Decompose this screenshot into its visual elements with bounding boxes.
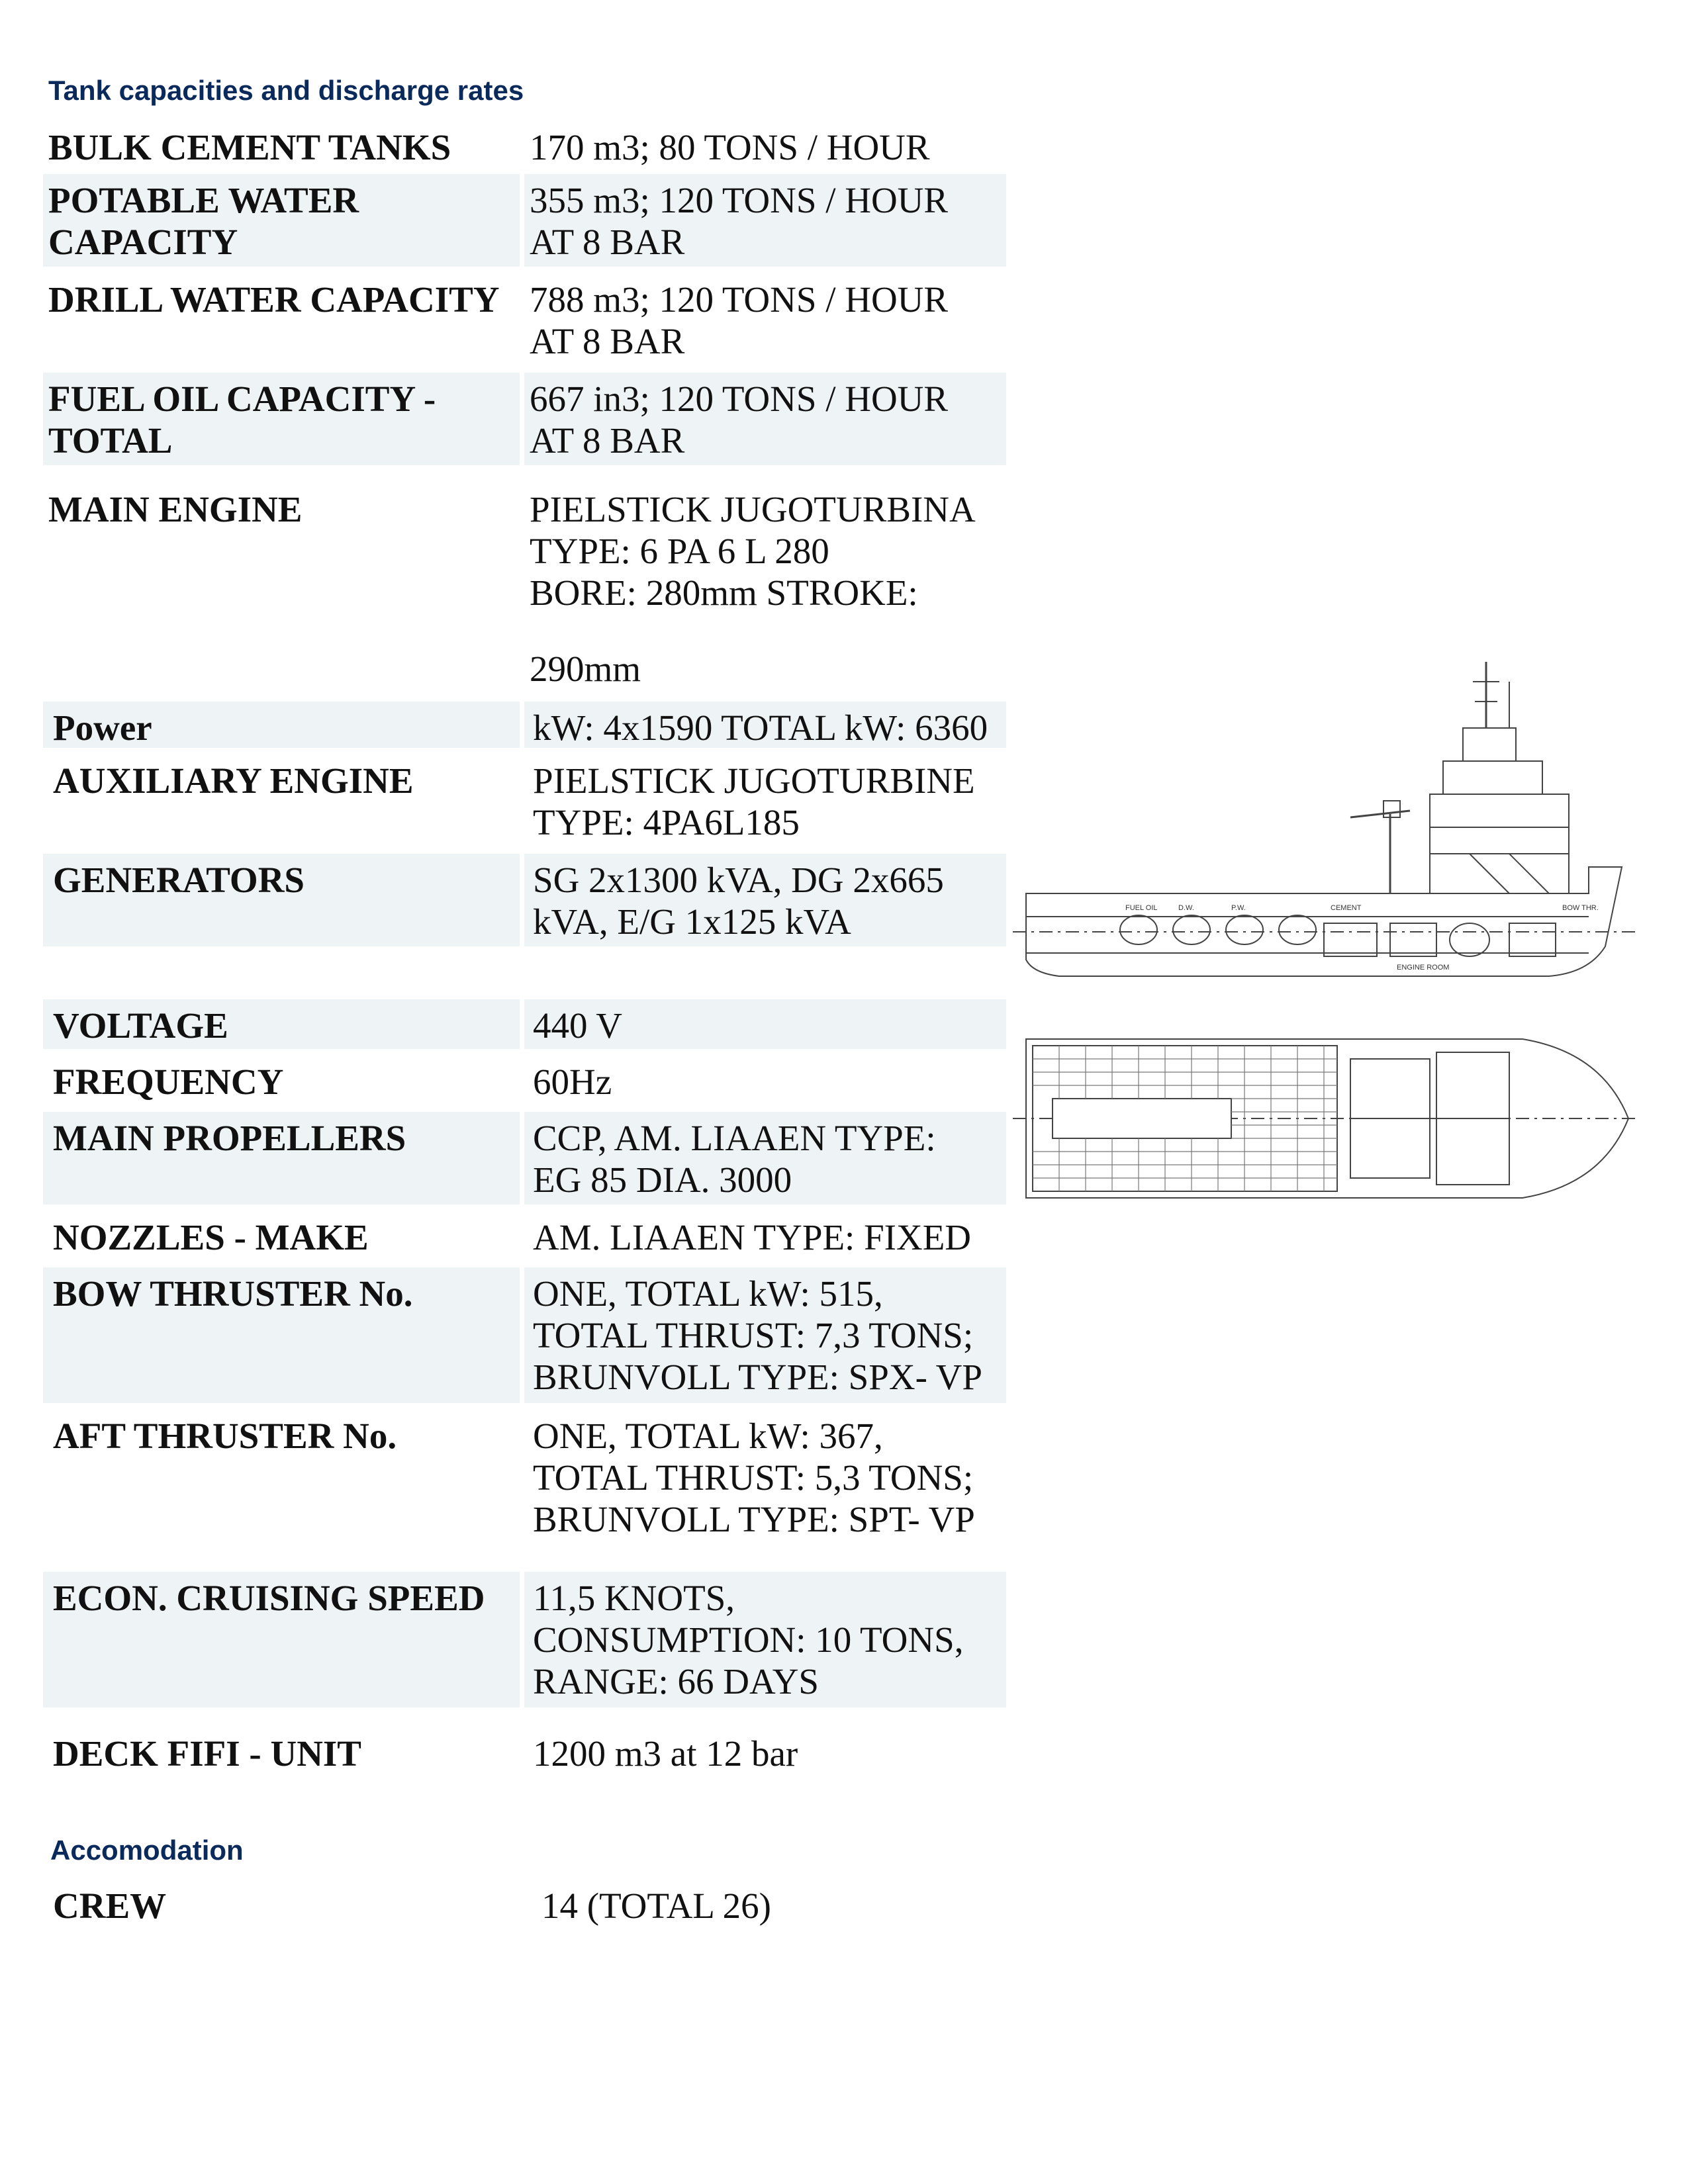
spec-value-line: TYPE: 6 PA 6 L 280	[530, 531, 829, 571]
spec-label-cell	[43, 1880, 520, 1933]
spec-value-line: CONSUMPTION: 10 TONS,	[533, 1619, 964, 1660]
spec-label-line: DECK FIFI - UNIT	[53, 1733, 361, 1774]
spec-label-line: NOZZLES - MAKE	[53, 1217, 369, 1257]
spec-value-cell	[524, 1267, 1006, 1403]
spec-value	[533, 1415, 1006, 1540]
spec-value-line: BRUNVOLL TYPE: SPT- VP	[533, 1499, 975, 1539]
spec-label-cell	[43, 1211, 520, 1261]
spec-label-cell	[43, 174, 520, 267]
spec-value	[533, 1216, 1006, 1258]
spec-label-cell	[43, 854, 520, 946]
spec-label-line: AFT THRUSTER No.	[53, 1416, 397, 1456]
spec-label-line: FREQUENCY	[53, 1062, 284, 1102]
spec-value-line: AM. LIAAEN TYPE: FIXED	[533, 1217, 972, 1257]
spec-value-line: ONE, TOTAL kW: 367,	[533, 1416, 883, 1456]
spec-label-line: FUEL OIL CAPACITY -	[48, 379, 436, 419]
spec-label	[53, 1117, 520, 1159]
spec-value-line: AT 8 BAR	[530, 321, 685, 361]
spec-label-cell	[43, 273, 520, 366]
spec-value-cell	[524, 999, 1006, 1049]
spec-label	[48, 126, 520, 168]
spec-value	[533, 1061, 1006, 1103]
spec-label-line: DRILL WATER CAPACITY	[48, 279, 500, 320]
profile-bridge	[1430, 794, 1569, 893]
spec-value-line: 788 m3; 120 TONS / HOUR	[530, 279, 949, 320]
spec-value-line: PIELSTICK JUGOTURBINA	[530, 489, 976, 529]
profile-label: P.W.	[1231, 904, 1246, 912]
spec-label	[53, 1061, 520, 1103]
spec-value-cell	[524, 1880, 1006, 1933]
profile-label: ENGINE ROOM	[1397, 964, 1450, 972]
spec-label-cell	[43, 999, 520, 1049]
spec-label-line: Power	[53, 707, 152, 748]
spec-value	[530, 378, 1006, 461]
spec-label	[48, 488, 520, 530]
spec-value	[530, 126, 1006, 168]
spec-label	[53, 1885, 520, 1927]
spec-row	[43, 1410, 1006, 1555]
spec-value-line: 290mm	[530, 649, 641, 689]
spec-label-line: MAIN PROPELLERS	[53, 1118, 406, 1158]
spec-row	[43, 1572, 1006, 1707]
spec-label-line: MAIN ENGINE	[48, 489, 303, 529]
spec-value-cell	[524, 373, 1006, 465]
spec-value-cell	[524, 854, 1006, 946]
spec-label-cell	[43, 1410, 520, 1555]
spec-value-cell	[524, 1211, 1006, 1261]
spec-value-line: AT 8 BAR	[530, 222, 685, 262]
spec-label-line: TOTAL	[48, 420, 173, 461]
spec-value	[533, 1577, 1006, 1702]
spec-label-cell	[43, 1056, 520, 1105]
spec-value	[533, 760, 1006, 843]
spec-label-cell	[43, 702, 520, 748]
spec-value-line: PIELSTICK JUGOTURBINE	[533, 760, 975, 801]
spec-value	[533, 1733, 1006, 1774]
spec-row	[43, 754, 1006, 847]
spec-value-cell	[524, 754, 1006, 847]
spec-label-cell	[43, 121, 520, 167]
spec-value-cell	[524, 483, 1006, 695]
spec-value-line: 440 V	[533, 1005, 622, 1046]
spec-row	[43, 1880, 1006, 1933]
spec-label-cell	[43, 1112, 520, 1205]
spec-value	[533, 859, 1006, 942]
spec-value-line: 60Hz	[533, 1062, 612, 1102]
spec-value-line: 667 in3; 120 TONS / HOUR	[530, 379, 949, 419]
spec-value	[530, 279, 1006, 362]
spec-label	[53, 1005, 520, 1046]
spec-label-line: POTABLE WATER	[48, 180, 359, 220]
spec-label	[53, 760, 520, 801]
spec-value-line: kW: 4x1590 TOTAL kW: 6360	[533, 707, 988, 748]
tank-section-title: Tank capacities and discharge rates	[48, 75, 524, 106]
spec-row	[43, 1211, 1006, 1261]
spec-label-cell	[43, 483, 520, 695]
spec-label-line: BULK CEMENT TANKS	[48, 127, 451, 167]
spec-value-line: BORE: 280mm STROKE:	[530, 572, 918, 613]
spec-value-line: 1200 m3 at 12 bar	[533, 1733, 798, 1774]
spec-value-cell	[524, 1727, 1006, 1787]
spec-value-line: 14 (TOTAL 26)	[541, 1886, 771, 1926]
spec-value	[533, 707, 1006, 749]
spec-label	[53, 1577, 520, 1619]
spec-label-cell	[43, 1572, 520, 1707]
spec-label-line: BOW THRUSTER No.	[53, 1273, 413, 1314]
spec-row	[43, 1056, 1006, 1105]
spec-value-cell	[524, 1112, 1006, 1205]
accommodation-section-title: Accomodation	[50, 1835, 244, 1866]
spec-value-line: EG 85 DIA. 3000	[533, 1160, 792, 1200]
spec-value-line: SG 2x1300 kVA, DG 2x665	[533, 860, 944, 900]
spec-value-line: BRUNVOLL TYPE: SPX- VP	[533, 1357, 982, 1397]
profile-label: BOW THR.	[1562, 904, 1599, 912]
spec-value-cell	[524, 1410, 1006, 1555]
spec-label	[48, 179, 520, 263]
spec-value	[530, 179, 1006, 263]
spec-value	[533, 1273, 1006, 1398]
spec-value-cell	[524, 273, 1006, 366]
spec-label-line: CREW	[53, 1886, 167, 1926]
spec-label	[53, 1415, 520, 1457]
spec-label-line: VOLTAGE	[53, 1005, 228, 1046]
spec-value-line: ONE, TOTAL kW: 515,	[533, 1273, 883, 1314]
spec-value-line: kVA, E/G 1x125 kVA	[533, 901, 851, 942]
spec-value	[541, 1885, 1006, 1927]
profile-label: FUEL OIL	[1125, 904, 1158, 912]
spec-row	[43, 854, 1006, 946]
spec-value	[530, 488, 1006, 690]
spec-label	[53, 707, 520, 749]
spec-row	[43, 483, 1006, 695]
spec-label-cell	[43, 373, 520, 465]
spec-value-line: RANGE: 66 DAYS	[533, 1661, 819, 1702]
spec-row	[43, 1112, 1006, 1205]
spec-label	[48, 279, 520, 320]
spec-row	[43, 174, 1006, 267]
spec-label	[53, 859, 520, 901]
spec-value-cell	[524, 174, 1006, 267]
spec-value-line: 170 m3; 80 TONS / HOUR	[530, 127, 930, 167]
spec-label-cell	[43, 754, 520, 847]
spec-label-line: ECON. CRUISING SPEED	[53, 1578, 485, 1618]
profile-hull	[1026, 867, 1622, 976]
spec-value-line: 11,5 KNOTS,	[533, 1578, 735, 1618]
spec-label	[53, 1733, 520, 1774]
spec-row	[43, 1267, 1006, 1403]
spec-label-cell	[43, 1267, 520, 1403]
spec-row	[43, 702, 1006, 748]
spec-label-line: GENERATORS	[53, 860, 305, 900]
spec-value-line: TOTAL THRUST: 7,3 TONS;	[533, 1315, 974, 1355]
spec-value	[533, 1005, 1006, 1046]
spec-row	[43, 373, 1006, 465]
spec-label	[48, 378, 520, 461]
spec-label-line: AUXILIARY ENGINE	[53, 760, 414, 801]
spec-value-line: 355 m3; 120 TONS / HOUR	[530, 180, 949, 220]
spec-value-cell	[524, 121, 1006, 167]
profile-label: CEMENT	[1331, 904, 1362, 912]
spec-value-line: TOTAL THRUST: 5,3 TONS;	[533, 1457, 974, 1498]
spec-label-cell	[43, 1727, 520, 1787]
spec-value-line: CCP, AM. LIAAEN TYPE:	[533, 1118, 936, 1158]
spec-value-line: AT 8 BAR	[530, 420, 685, 461]
spec-value-cell	[524, 702, 1006, 748]
profile-label: D.W.	[1178, 904, 1194, 912]
spec-row	[43, 121, 1006, 167]
spec-value-cell	[524, 1056, 1006, 1105]
ship-general-arrangement-drawing	[1006, 655, 1642, 1224]
spec-label	[53, 1216, 520, 1258]
spec-value-cell	[524, 1572, 1006, 1707]
spec-row	[43, 999, 1006, 1049]
spec-value	[533, 1117, 1006, 1201]
spec-label	[53, 1273, 520, 1314]
spec-row	[43, 1727, 1006, 1787]
spec-value-line: TYPE: 4PA6L185	[533, 802, 800, 842]
spec-row	[43, 273, 1006, 366]
spec-label-line: CAPACITY	[48, 222, 238, 262]
